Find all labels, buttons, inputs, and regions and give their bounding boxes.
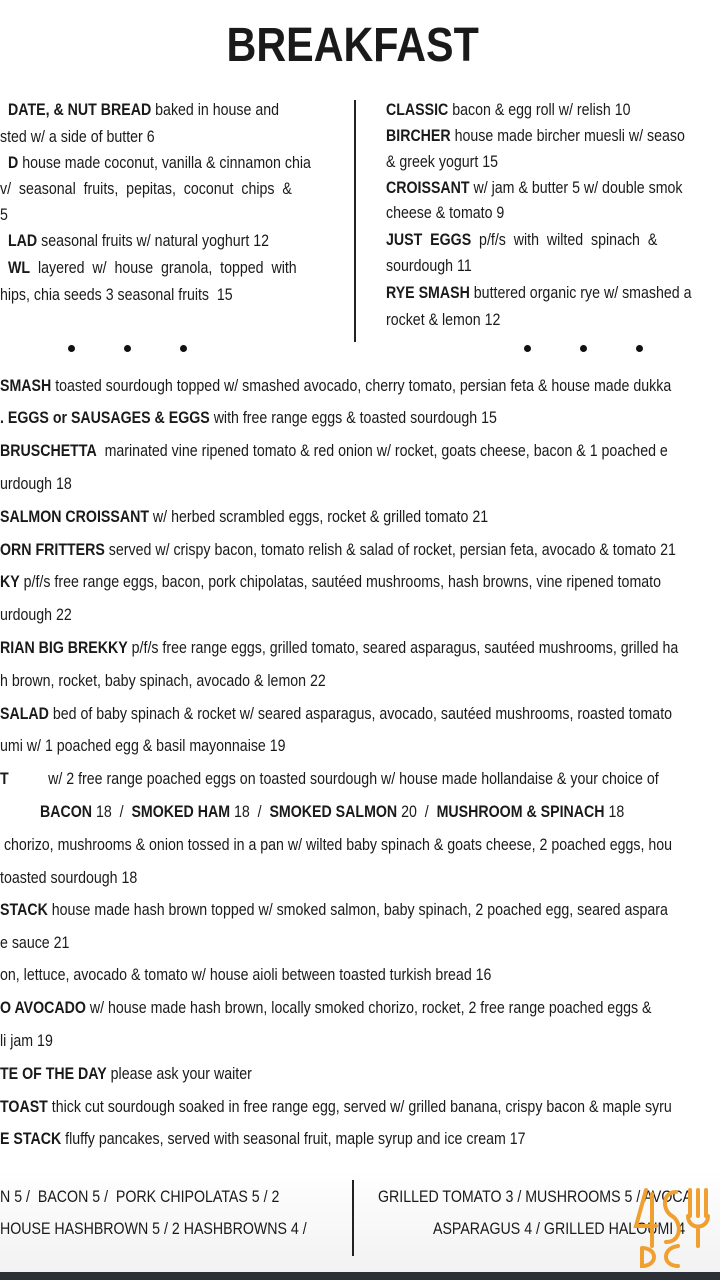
left-column-line [8,231,269,251]
item-description: buttered organic rye w/ smashed a [469,284,692,302]
item-description: cheese & tomato 9 [386,204,505,222]
bottom-bar [0,1272,720,1280]
item-name: TE OF THE DAY [0,1065,107,1083]
menu-item-line [0,671,326,691]
left-column-line [8,100,279,120]
item-description: p/f/s with wilted spinach & [471,231,658,249]
item-name: . EGGS or SAUSAGES & EGGS [0,409,210,427]
item-name: O AVOCADO [0,999,86,1017]
right-column-line [386,203,504,223]
left-column-line [8,153,311,173]
item-description: house made bircher muesli w/ seaso [450,127,685,145]
item-description: 18 / [92,803,132,821]
item-name: T [0,770,9,788]
menu-item-line [0,605,72,625]
item-description: house made hash brown topped w/ smoked salmon, baby spinach, 2 poached egg, seared aspara [47,901,668,919]
menu-item-line [0,507,488,527]
menu-item-line [0,572,661,592]
menu-item-line [0,1031,53,1051]
item-description: li jam 19 [0,1032,53,1050]
menu-item-line [0,1097,672,1117]
menu-item-line [0,540,676,560]
item-description: v/ seasonal fruits, pepitas, coconut chips & [0,180,292,198]
item-description: e sauce 21 [0,934,70,952]
item-name: DATE, & NUT BREAD [8,101,152,119]
item-description: with free range eggs & toasted sourdough 15 [209,409,497,427]
item-description: HOUSE HASHBROWN 5 / 2 HASHBROWNS 4 / [0,1220,307,1238]
item-name: BACON [40,803,93,821]
separator-dot [180,345,187,352]
item-description: p/f/s free range eggs, grilled tomato, seared asparagus, sautéed mushrooms, grilled ha [127,639,679,657]
right-column-line [386,310,500,330]
column-divider [354,100,356,342]
right-column-line [386,178,683,198]
item-description: urdough 22 [0,606,72,624]
menu-item-line [0,408,497,428]
item-name: RIAN BIG BREKKY [0,639,128,657]
item-description: N 5 / BACON 5 / PORK CHIPOLATAS 5 / 2 [0,1188,280,1206]
item-description: baked in house and [151,101,280,119]
item-name: KY [0,573,20,591]
item-description: & greek yogurt 15 [386,153,499,171]
item-description: marinated vine ripened tomato & red onion w/ rocket, goats cheese, bacon & 1 poached e [96,442,668,460]
item-description: 18 [604,803,625,821]
item-name: BRUSCHETTA [0,442,97,460]
menu-item-line [0,900,668,920]
item-description: w/ jam & butter 5 w/ double smok [469,179,683,197]
item-description: rocket & lemon 12 [386,311,501,329]
sides-line [0,1219,307,1239]
item-description: bacon & egg roll w/ relish 10 [448,101,631,119]
item-description: chorizo, mushrooms & onion tossed in a pan w/ wilted baby spinach & goats cheese, 2 poached eggs, hou [0,836,673,854]
right-column-line [386,230,657,250]
left-column-line [0,127,155,147]
item-name: SMOKED HAM [131,803,231,821]
item-description: sted w/ a side of butter 6 [0,128,155,146]
menu-item-line [0,1064,252,1084]
item-name: CLASSIC [386,101,449,119]
left-column-line [0,179,292,199]
item-description: w/ herbed scrambled eggs, rocket & grilled tomato 21 [148,508,489,526]
left-column-line [0,285,233,305]
menu-item-line [0,769,659,789]
item-name: SALMON CROISSANT [0,508,149,526]
separator-dot [636,345,643,352]
menu-item-line [0,704,672,724]
right-column-line [386,256,472,276]
right-column-line [386,283,691,303]
item-name: LAD [8,232,38,250]
item-description: w/ 2 free range poached eggs on toasted sourdough w/ house made hollandaise & your choice of [8,770,659,788]
menu-item-line [0,638,678,658]
item-description: w/ house made hash brown, locally smoked chorizo, rocket, 2 free range poached eggs & [85,999,652,1017]
item-description: toasted sourdough topped w/ smashed avocado, cherry tomato, persian feta & house made dukka [51,377,672,395]
item-description: bed of baby spinach & rocket w/ seared asparagus, avocado, sautéed mushrooms, roasted tomato [48,705,673,723]
menu-item-line [0,474,72,494]
item-description: hips, chia seeds 3 seasonal fruits 15 [0,286,233,304]
menu-item-line [0,376,671,396]
item-name: D [8,154,19,172]
right-column-line [386,100,630,120]
item-description: seasonal fruits w/ natural yoghurt 12 [37,232,270,250]
item-description: 5 [0,206,8,224]
separator-dot [68,345,75,352]
separator-dot [580,345,587,352]
menu-item-line [40,802,624,822]
separator-dot [524,345,531,352]
item-name: ORN FRITTERS [0,541,105,559]
sides-divider [352,1180,354,1256]
item-description: layered w/ house granola, topped with [30,259,297,277]
item-description: on, lettuce, avocado & tomato w/ house aioli between toasted turkish bread 16 [0,966,492,984]
separator-dot [124,345,131,352]
menu-title [0,18,706,73]
menu-item-line [0,998,651,1018]
item-name: MUSHROOM & SPINACH [436,803,605,821]
menu-item-line [0,835,672,855]
item-description: p/f/s free range eggs, bacon, pork chipolatas, sautéed mushrooms, hash browns, vine ripened tomato [19,573,662,591]
right-column-line [386,152,498,172]
item-name: SMASH [0,377,52,395]
item-description: urdough 18 [0,475,72,493]
menu-title-text: BREAKFAST [226,19,480,72]
item-description: ASPARAGUS 4 / GRILLED HALOUMI 4 [433,1220,686,1238]
item-name: BIRCHER [386,127,451,145]
item-name: TOAST [0,1098,48,1116]
item-name: E STACK [0,1130,62,1148]
item-description: house made coconut, vanilla & cinnamon chia [18,154,311,172]
logo-icon [632,1186,712,1268]
item-description: sourdough 11 [386,257,472,275]
item-description: fluffy pancakes, served with seasonal fruit, maple syrup and ice cream 17 [61,1130,526,1148]
item-name: WL [8,259,31,277]
menu-item-line [0,965,491,985]
item-description: thick cut sourdough soaked in free range egg, served w/ grilled banana, crispy bacon & maple syru [47,1098,672,1116]
item-description: h brown, rocket, baby spinach, avocado & lemon 22 [0,672,326,690]
menu-item-line [0,441,668,461]
menu-item-line [0,933,69,953]
left-column-line [8,258,297,278]
left-column-line [0,205,8,225]
item-name: JUST EGGS [386,231,472,249]
item-description: please ask your waiter [106,1065,252,1083]
item-name: STACK [0,901,48,919]
item-name: RYE SMASH [386,284,470,302]
item-description: GRILLED TOMATO 3 / MUSHROOMS 5 / AVOCA [378,1188,693,1206]
menu-item-line [0,868,137,888]
right-column-line [386,126,685,146]
menu-item-line [0,736,286,756]
sides-line [0,1187,279,1207]
menu-item-line [0,1129,526,1149]
item-name: CROISSANT [386,179,470,197]
item-description: toasted sourdough 18 [0,869,138,887]
item-description: 20 / [397,803,437,821]
item-description: 18 / [230,803,270,821]
item-description: served w/ crispy bacon, tomato relish & salad of rocket, persian feta, avocado & tomato 21 [104,541,676,559]
item-name: SALAD [0,705,49,723]
item-description: umi w/ 1 poached egg & basil mayonnaise 19 [0,737,286,755]
item-name: SMOKED SALMON [269,803,398,821]
